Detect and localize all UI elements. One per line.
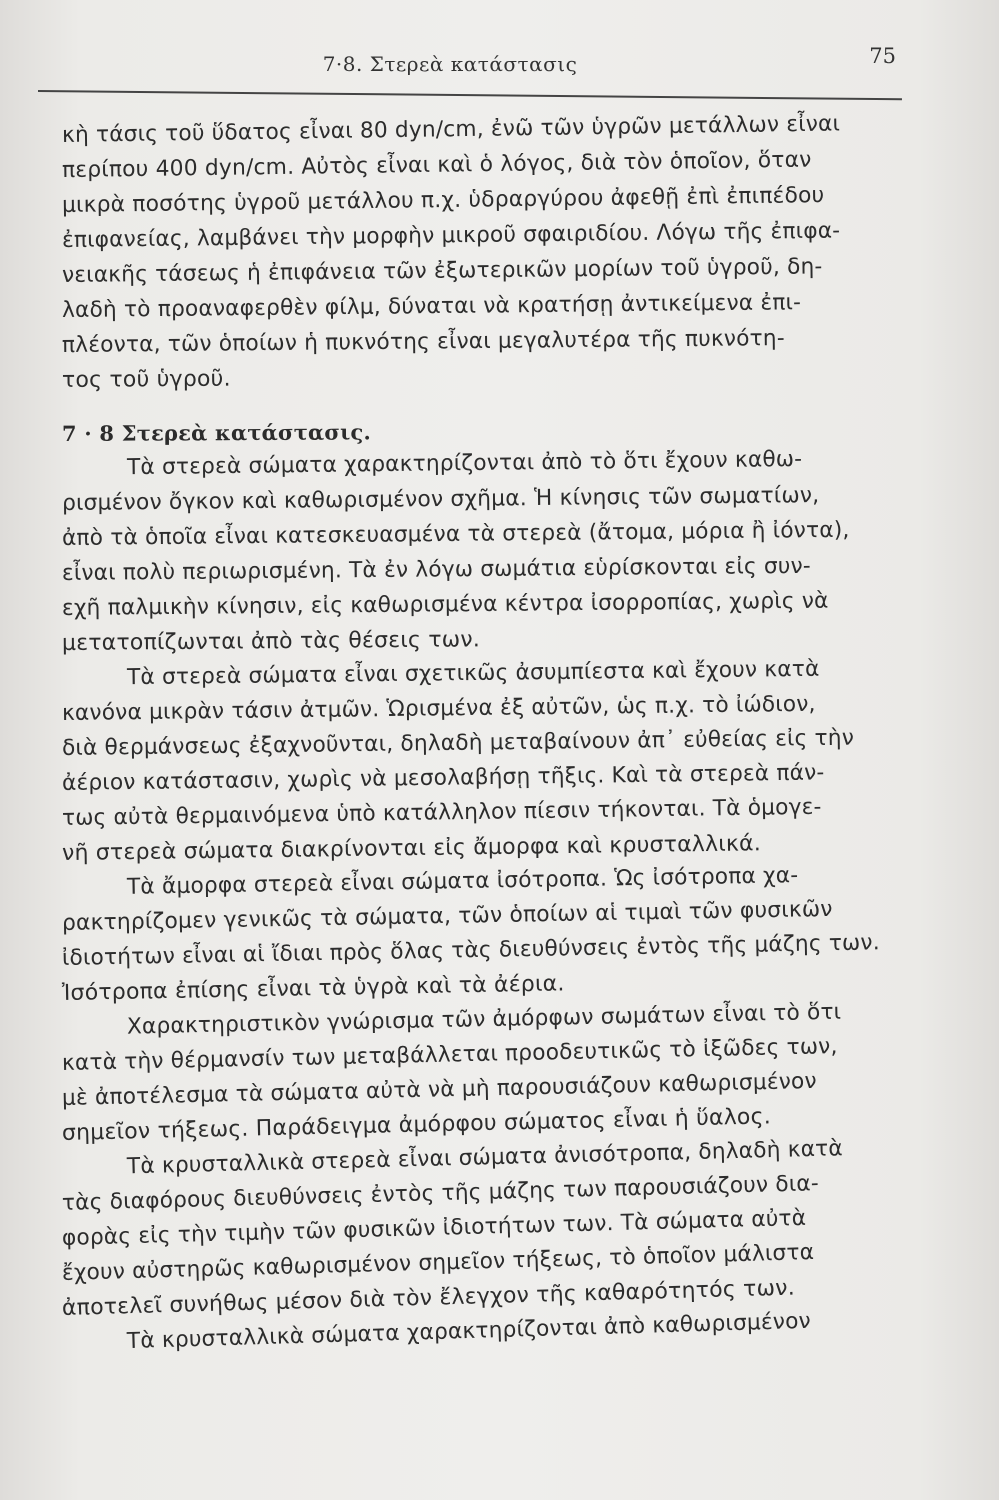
text-line: διὰ θερμάνσεως ἐξαχνοῦνται, δηλαδὴ μεταβαίνουν ἀπ᾽ εὐθείας εἰς τὴν xyxy=(61,725,855,761)
text-line: ἀπὸ τὰ ὁποῖα εἶναι κατεσκευασμένα τὰ στερεὰ (ἄτομα, μόρια ἢ ἰόντα), xyxy=(61,517,850,551)
text-line: τως αὐτὰ θερμαινόμενα ὑπὸ κατάλληλον πίεσιν τήκονται. Τὰ ὁμογε- xyxy=(61,794,822,831)
paragraph-amorphous-melting xyxy=(61,999,904,1151)
text-line: ἔχουν αὐστηρῶς καθωρισμένον σημεῖον τήξεως, τὸ ὁποῖον μάλιστα xyxy=(61,1239,815,1286)
text-line: ρακτηρίζομεν γενικῶς τὰ σώματα, τῶν ὁποίων αἱ τιμαὶ τῶν φυσικῶν xyxy=(61,896,833,936)
text-line: ρισμένον ὄγκον καὶ καθωρισμένον σχῆμα. Ἡ κίνησις τῶν σωματίων, xyxy=(61,483,820,516)
section-heading: 7 · 8 Στερεὰ κατάστασις. xyxy=(61,419,371,446)
running-title: 7·8. Στερεὰ κατάστασις xyxy=(322,52,578,76)
header-rule xyxy=(38,90,902,100)
paragraph-continued xyxy=(61,111,904,398)
text-line: μετατοπίζωνται ἀπὸ τὰς θέσεις των. xyxy=(61,627,481,656)
paragraph-solids-properties xyxy=(61,656,904,871)
body-text xyxy=(61,111,904,1361)
text-line: κὴ τάσις τοῦ ὕδατος εἶναι 80 dyn/cm, ἐνῶ τῶν ὑγρῶν μετάλλων εἶναι xyxy=(61,111,841,148)
text-line: Τὰ κρυσταλλικὰ σώματα χαρακτηρίζονται ἀπὸ καθωρισμένον xyxy=(126,1308,812,1355)
text-line: νειακῆς τάσεως ἡ ἐπιφάνεια τῶν ἐξωτερικῶν μορίων τοῦ ὑγροῦ, δη- xyxy=(61,254,823,288)
text-line: λαδὴ τὸ προαναφερθὲν φίλμ, δύναται νὰ κρατήσῃ ἀντικείμενα ἐπι- xyxy=(61,290,802,323)
text-line: ἀέριον κατάστασιν, χωρὶς νὰ μεσολαβήσῃ τῆξις. Καὶ τὰ στερεὰ πάν- xyxy=(61,760,825,796)
text-line: Τὰ στερεὰ σώματα εἶναι σχετικῶς ἀσυμπίεστα καὶ ἔχουν κατὰ xyxy=(126,656,820,691)
text-line: σημεῖον τήξεως. Παράδειγμα ἀμόρφου σώματος εἶναι ἡ ὕαλος. xyxy=(61,1104,772,1146)
text-line: ἰδιοτήτων εἶναι αἱ ἴδιαι πρὸς ὅλας τὰς διευθύνσεις ἐντὸς τῆς μάζης των. xyxy=(61,930,881,971)
text-line: τος τοῦ ὑγροῦ. xyxy=(61,366,231,393)
text-line: τὰς διαφόρους διευθύνσεις ἐντὸς τῆς μάζης των παρουσιάζουν δια- xyxy=(61,1171,820,1216)
text-line: κατὰ τὴν θέρμανσίν των μεταβάλλεται προοδευτικῶς τὸ ἰξῶδες των, xyxy=(61,1034,838,1076)
text-line: Τὰ ἄμορφα στερεὰ εἶναι σώματα ἰσότροπα. Ὡς ἰσότροπα χα- xyxy=(126,863,799,900)
text-line: νῆ στερεὰ σώματα διακρίνονται εἰς ἄμορφα καὶ κρυσταλλικά. xyxy=(61,831,762,866)
text-line: ἀποτελεῖ συνήθως μέσον διὰ τὸν ἔλεγχον τῆς καθαρότητός των. xyxy=(61,1275,796,1321)
text-line: κανόνα μικρὰν τάσιν ἀτμῶν. Ὡρισμένα ἐξ αὐτῶν, ὡς π.χ. τὸ ἰώδιον, xyxy=(61,691,816,726)
text-line: εχῆ παλμικὴν κίνησιν, εἰς καθωρισμένα κέντρα ἰσορροπίας, χωρὶς νὰ xyxy=(61,588,829,621)
paragraph-solids-definition xyxy=(61,446,904,661)
text-line: ἐπιφανείας, λαμβάνει τὴν μορφὴν μικροῦ σφαιριδίου. Λόγω τῆς ἐπιφα- xyxy=(61,218,841,253)
text-line: περίπου 400 dyn/cm. Αὐτὸς εἶναι καὶ ὁ λόγος, διὰ τὸν ὁποῖον, ὅταν xyxy=(61,147,812,183)
paragraph-crystalline-continued xyxy=(62,1308,904,1361)
paragraph-crystalline xyxy=(61,1136,904,1326)
page-number: 75 xyxy=(869,44,896,68)
text-line: εἶναι πολὺ περιωρισμένη. Τὰ ἐν λόγω σωμάτια εὑρίσκονται εἰς συν- xyxy=(61,553,812,586)
text-line: μὲ ἀποτέλεσμα τὰ σώματα αὐτὰ νὰ μὴ παρουσιάζουν καθωρισμένον xyxy=(61,1068,818,1111)
text-line: Χαρακτηριστικὸν γνώρισμα τῶν ἀμόρφων σωμάτων εἶναι τὸ ὅτι xyxy=(126,999,842,1040)
text-line: μικρὰ ποσότης ὑγροῦ μετάλλου π.χ. ὑδραργύρου ἀφεθῇ ἐπὶ ἐπιπέδου xyxy=(61,183,825,218)
text-line: Τὰ στερεὰ σώματα χαρακτηρίζονται ἀπὸ τὸ ὅτι ἔχουν καθω- xyxy=(126,446,803,481)
text-line: φορὰς εἰς τὴν τιμὴν τῶν φυσικῶν ἰδιοτήτων των. Τὰ σώματα αὐτὰ xyxy=(61,1205,807,1251)
text-line: Ἰσότροπα ἐπίσης εἶναι τὰ ὑγρὰ καὶ τὰ ἀέρια. xyxy=(61,971,565,1006)
paragraph-amorphous xyxy=(61,863,904,1011)
text-line: πλέοντα, τῶν ὁποίων ἡ πυκνότης εἶναι μεγαλυτέρα τῆς πυκνότη- xyxy=(61,326,785,358)
text-line: Τὰ κρυσταλλικὰ στερεὰ εἶναι σώματα ἀνισότροπα, δηλαδὴ κατὰ xyxy=(126,1136,844,1180)
